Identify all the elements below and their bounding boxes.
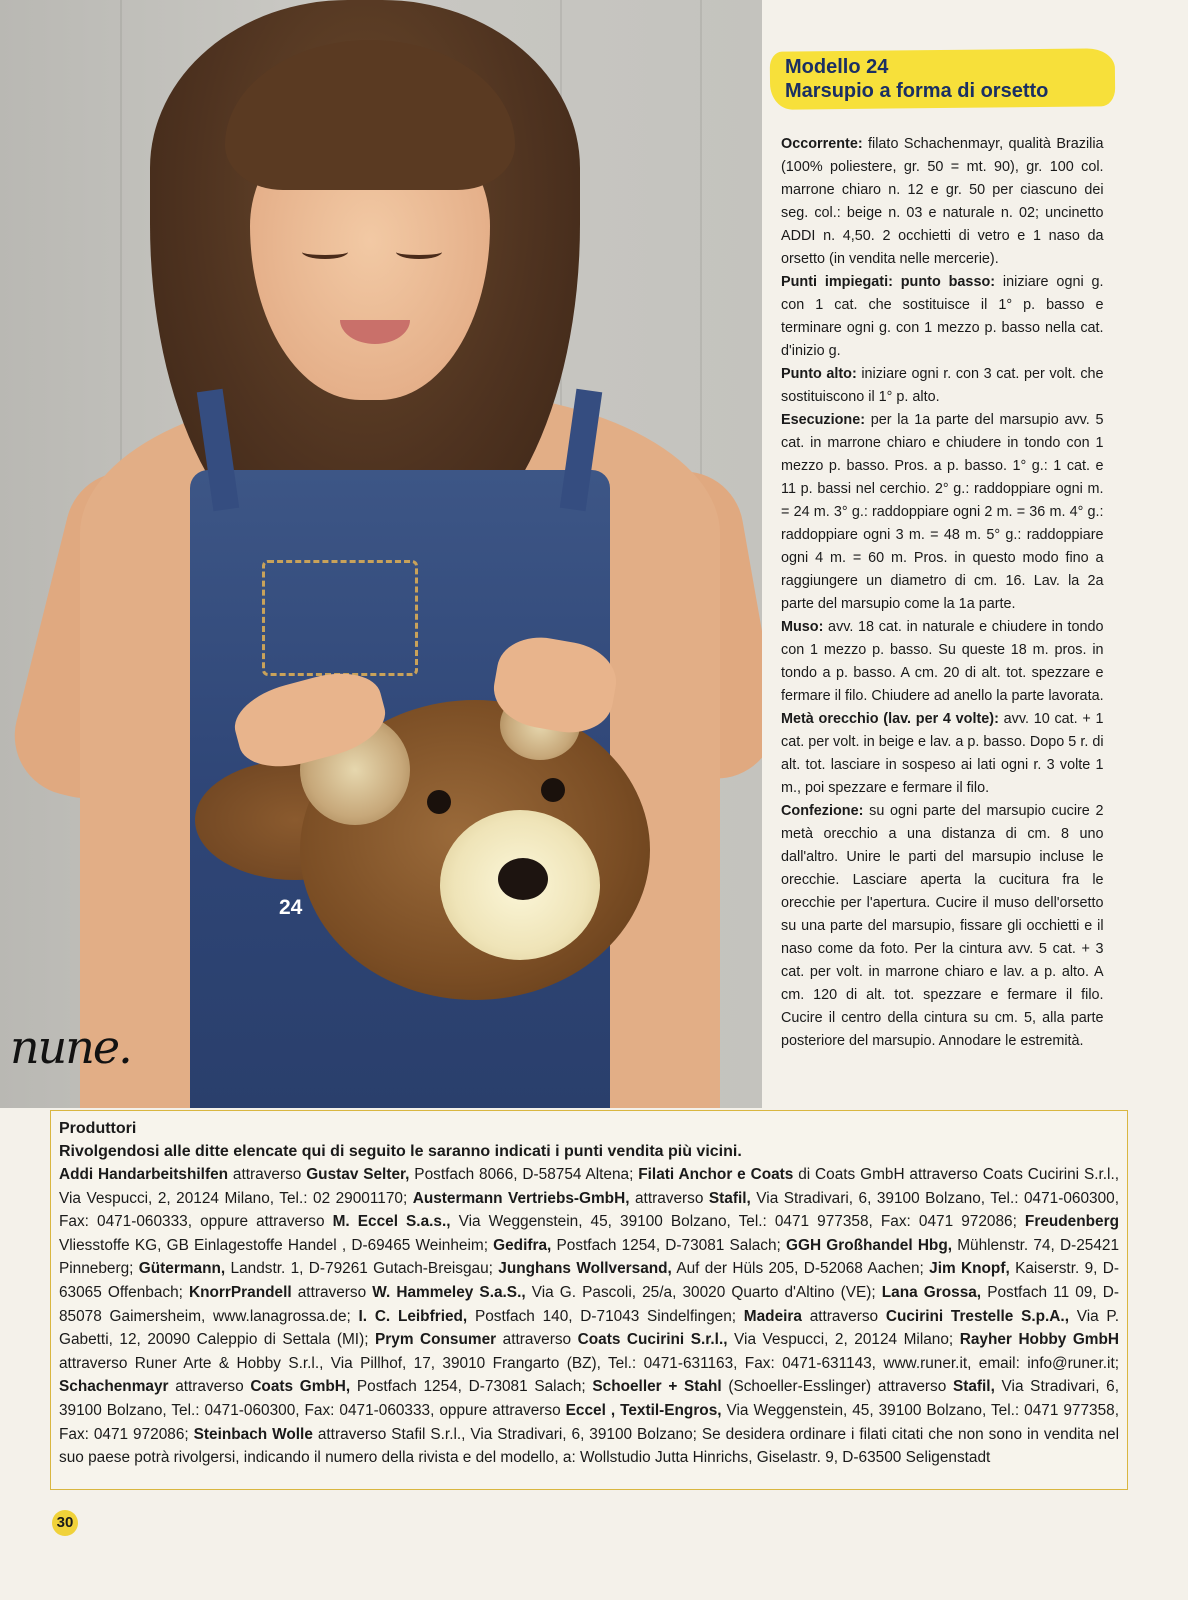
producer-details: Via Weggenstein, 45, 39100 Bolzano, Tel.: 0471 977358, Fax: 0471 972086;	[59, 1401, 1119, 1443]
girl-eye-right	[396, 245, 442, 259]
producer-name: Austermann Vertriebs-GmbH,	[412, 1189, 630, 1207]
model-name-title: Marsupio a forma di orsetto	[785, 80, 1049, 102]
producer-details: Postfach 11 09, D-85078 Gaimersheim, www.lanagrossa.de;	[59, 1283, 1119, 1325]
producer-details: Mühlenstr. 74, D-25421 Pinneberg;	[59, 1236, 1119, 1278]
instruction-label: Metà orecchio (lav. per 4 volte):	[781, 710, 999, 727]
producer-details: Via Stradivari, 6, 39100 Bolzano, Tel.: 0471-060300, Fax: 0471-060333, oppure attraverso	[59, 1378, 1119, 1419]
instruction-paragraph	[781, 362, 1104, 408]
producer-name: Junghans Wollversand,	[498, 1260, 672, 1278]
producer-name: Rayher Hobby GmbH	[959, 1331, 1120, 1349]
producer-details: Landstr. 1, D-79261 Gutach-Breisgau;	[225, 1260, 499, 1278]
instruction-label: Confezione:	[781, 802, 864, 819]
producer-name: W. Hammeley S.a.S.,	[372, 1283, 526, 1301]
instruction-text: avv. 18 cat. in naturale e chiudere in tondo con 1 mezzo p. basso. Su queste 18 m. pros. in tondo a p. basso. A cm. 20 di alt. tot. spezzare e fermare il filo. Chiudere ad anello la parte lavorata.	[781, 618, 1104, 704]
bear-nose	[498, 858, 548, 900]
producer-name: Cucirini Trestelle S.p.A.,	[885, 1307, 1069, 1325]
producer-details: Vliesstoffe KG, GB Einlagestoffe Handel , D-69465 Weinheim;	[59, 1236, 494, 1254]
producer-name: Gustav Selter,	[306, 1166, 410, 1183]
producer-name: Freudenberg	[1024, 1213, 1119, 1231]
dress-pocket	[262, 560, 418, 676]
producer-name: Steinbach Wolle	[193, 1425, 313, 1443]
producer-name: Filati Anchor e Coats	[638, 1166, 794, 1183]
producer-details: attraverso	[801, 1307, 886, 1325]
producer-details: attraverso Runer Arte & Hobby S.r.l., Via Pillhof, 17, 39010 Frangarto (BZ), Tel.: 0471-631163, Fax: 0471-631143, www.runer.it, email: info@runer.it;	[59, 1354, 1119, 1372]
producers-subtitle: Rivolgendosi alle ditte elencate qui di seguito le saranno indicati i punti vendita più vicini.	[59, 1143, 742, 1160]
producer-details: Via P. Gabetti, 12, 20090 Caleppio di Settala (MI);	[59, 1307, 1119, 1349]
instruction-text: avv. 10 cat. + 1 cat. per volt. in beige e lav. a p. basso. Dopo 5 r. di alt. tot. lasciare in sospeso ai lati ogni r. 3 volte 1 m., poi spezzare e fermare il filo.	[781, 710, 1104, 796]
instruction-text: su ogni parte del marsupio cucire 2 metà orecchio a una distanza di cm. 8 uno dall'altro. Unire le parti del marsupio incluse le orecchie. Lasciare aperta la cucitura fra le orecchie per l'apertura. Cucire il muso dell'orsetto su una parte del marsupio, fissare gli occhietti e il naso come da foto. Per la cintura avv. 5 cat. + 3 cat. per volt. in marrone chiaro e lav. a p. alto. A cm. 120 di alt. tot. spezzare e fermare il filo. Cucire il centro della cintura su cm. 5, alla parte posteriore del marsupio. Annodare le estremità.	[781, 802, 1104, 1049]
producer-details: Via Vespucci, 2, 20124 Milano;	[727, 1331, 960, 1349]
producers-title: Produttori	[59, 1120, 137, 1137]
producer-name: I. C. Leibfried,	[358, 1307, 468, 1325]
producer-details: di Coats GmbH attraverso Coats Cucirini S.r.l., Via Vespucci, 2, 20124 Milano, Tel.: 02 29001170;	[59, 1166, 1120, 1207]
producer-details: Via G. Pascoli, 25/a, 30020 Quarto d'Altino (VE);	[525, 1283, 882, 1301]
photographer-signature: nune.	[10, 1020, 131, 1074]
producer-details: attraverso	[168, 1378, 251, 1396]
producer-details: Kaiserstr. 9, D-63065 Offenbach;	[59, 1260, 1120, 1301]
producer-details: Postfach 1254, D-73081 Salach;	[350, 1378, 593, 1396]
producer-details: Postfach 140, D-71043 Sindelfingen;	[467, 1307, 744, 1325]
producer-name: Coats Cucirini S.r.l.,	[577, 1331, 728, 1349]
photo-model-number: 24	[279, 896, 303, 919]
instruction-paragraph	[781, 270, 1104, 362]
producer-details: Via Stradivari, 6, 39100 Bolzano, Tel.: 0471-060300, Fax: 0471-060333, oppure attraverso	[59, 1189, 1119, 1231]
producer-name: Addi Handarbeitshilfen	[59, 1166, 229, 1183]
instruction-label: Occorrente:	[781, 135, 863, 152]
producer-name: Gedifra,	[493, 1236, 552, 1254]
producer-name: Prym Consumer	[375, 1331, 497, 1349]
instruction-text: iniziare ogni g. con 1 cat. che sostituisce il 1° p. basso e terminare ogni g. con 1 mezzo p. basso nella cat. d'inizio g.	[781, 273, 1104, 359]
instruction-label: Muso:	[781, 618, 824, 635]
instruction-paragraph	[781, 799, 1104, 1052]
photo-girl-with-bear-bag	[0, 0, 762, 1108]
instruction-text: filato Schachenmayr, qualità Brazilia (100% poliestere, gr. 50 = mt. 90), gr. 100 col. marrone chiaro n. 12 e gr. 50 per ciascuno dei seg. col.: beige n. 03 e naturale n. 02; uncinetto ADDI n. 4,50. 2 occhietti di vetro e 1 naso da orsetto (in vendita nelle mercerie).	[781, 135, 1104, 267]
girl-eye-left	[302, 245, 348, 259]
model-number-title: Modello 24	[785, 56, 889, 78]
bear-eye-right	[541, 778, 565, 802]
producer-details: attraverso	[291, 1283, 373, 1301]
instruction-label: Punto alto:	[781, 365, 857, 382]
page-number-badge: 30	[52, 1510, 78, 1536]
producer-details: attraverso	[496, 1331, 578, 1349]
producer-details: attraverso	[629, 1189, 709, 1207]
producer-details: Postfach 8066, D-58754 Altena;	[409, 1166, 639, 1183]
instruction-text: iniziare ogni r. con 3 cat. per volt. che sostituiscono il 1° p. alto.	[781, 365, 1104, 405]
producers-list	[59, 1163, 1119, 1470]
producer-name: Jim Knopf,	[929, 1260, 1010, 1278]
producer-name: Madeira	[743, 1307, 802, 1325]
producer-details: Auf der Hüls 205, D-52068 Aachen;	[671, 1260, 930, 1278]
producer-name: Gütermann,	[138, 1260, 226, 1278]
producer-name: M. Eccel S.a.s.,	[332, 1213, 451, 1231]
instruction-paragraph	[781, 408, 1104, 615]
producer-details: attraverso	[228, 1166, 307, 1183]
producer-name: Schachenmayr	[59, 1378, 169, 1396]
instruction-paragraph	[781, 707, 1104, 799]
producer-details: Via Weggenstein, 45, 39100 Bolzano, Tel.: 0471 977358, Fax: 0471 972086;	[450, 1213, 1025, 1231]
bear-eye-left	[427, 790, 451, 814]
instruction-text: per la 1a parte del marsupio avv. 5 cat. in marrone chiaro e chiudere in tondo con 1 mezzo p. basso. Pros. a p. basso. 1° g.: 1 cat. e 11 p. bassi nel cerchio. 2° g.: raddoppiare ogni m. = 24 m. 3° g.: raddoppiare ogni 2 m. = 36 m. 4° g.: raddoppiare ogni 3 m. = 48 m. 5° g.: raddoppiare ogni 4 m. = 60 m. Pros. in questo modo fino a raggiungere un diametro di cm. 16. Lav. la 2a parte del marsupio come la 1a parte.	[781, 411, 1104, 612]
producer-details: attraverso Stafil S.r.l., Via Stradivari, 6, 39100 Bolzano; Se desidera ordinare i filati citati che non sono in vendita nel suo paese potrà rivolgersi, indicando il numero della rivista e del modello, a: Wollstudio Jutta Hinrichs, Giselastr. 9, D-63500 Seligenstadt	[59, 1425, 1119, 1467]
producer-name: Schoeller + Stahl	[592, 1378, 722, 1396]
producer-name: Stafil,	[708, 1189, 751, 1207]
producers-box	[50, 1110, 1128, 1490]
pattern-instructions	[781, 132, 1104, 1052]
producer-name: GGH Großhandel Hbg,	[786, 1236, 953, 1254]
producer-details: Postfach 1254, D-73081 Salach;	[551, 1236, 787, 1254]
producer-name: Lana Grossa,	[881, 1283, 982, 1301]
producer-name: Coats GmbH,	[250, 1378, 351, 1396]
instruction-label: Esecuzione:	[781, 411, 866, 428]
producer-name: Eccel , Textil-Engros,	[565, 1401, 722, 1419]
producer-name: Stafil,	[952, 1378, 995, 1396]
instruction-label: Punti impiegati: punto basso:	[781, 273, 996, 290]
producer-details: (Schoeller-Esslinger) attraverso	[721, 1378, 953, 1396]
instruction-paragraph	[781, 615, 1104, 707]
producer-name: KnorrPrandell	[189, 1283, 292, 1301]
instruction-paragraph	[781, 132, 1104, 270]
